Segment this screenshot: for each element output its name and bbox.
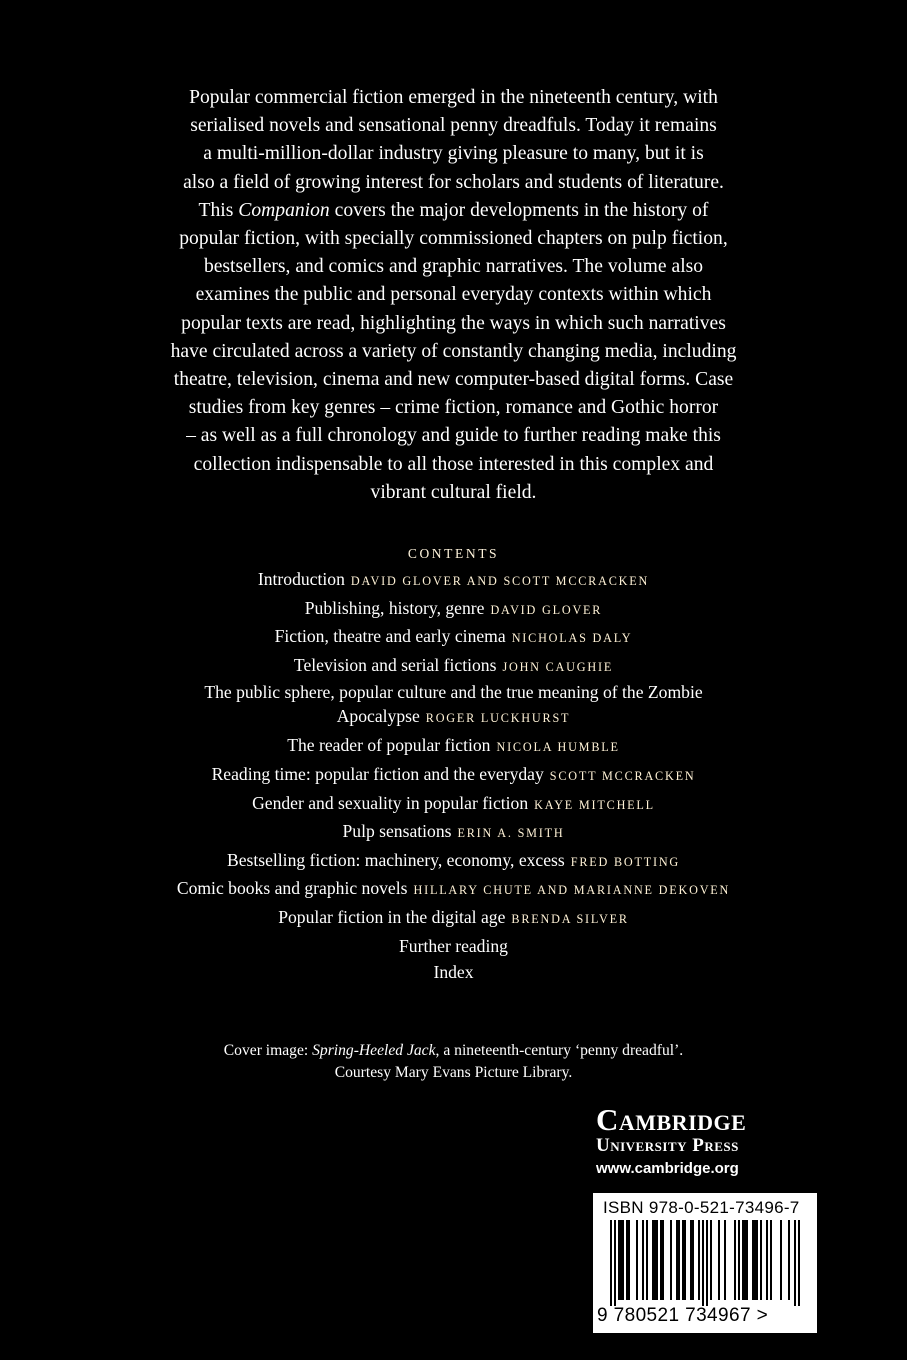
blurb-paragraph bbox=[120, 84, 787, 507]
toc-author: ERIN A. SMITH bbox=[457, 826, 565, 841]
barcode-bar bbox=[618, 1220, 620, 1300]
cover-image-credit bbox=[120, 1040, 787, 1084]
blurb-line: popular texts are read, highlighting the ways in which such narratives bbox=[181, 312, 726, 334]
barcode-bar bbox=[670, 1220, 672, 1300]
barcode-bar bbox=[676, 1220, 678, 1300]
barcode-bar bbox=[756, 1220, 758, 1300]
barcode-bar bbox=[702, 1220, 704, 1306]
toc-entry bbox=[40, 732, 867, 761]
barcode-bar bbox=[622, 1220, 624, 1300]
toc-title: Fiction, theatre and early cinema bbox=[274, 626, 506, 647]
contents-heading: CONTENTS bbox=[407, 546, 500, 561]
barcode-bar bbox=[754, 1220, 756, 1300]
blurb-line: vibrant cultural field. bbox=[370, 481, 537, 503]
toc-title: Pulp sensations bbox=[342, 821, 452, 842]
barcode-bar bbox=[636, 1220, 638, 1300]
toc-title-continued: Apocalypse bbox=[336, 706, 420, 727]
publisher-name: Cambridge bbox=[596, 1102, 747, 1137]
toc-author: NICOLA HUMBLE bbox=[496, 740, 620, 755]
blurb-text: covers the major developments in the history of bbox=[329, 199, 709, 221]
barcode-bar bbox=[692, 1220, 694, 1300]
toc-author: ROGER LUCKHURST bbox=[425, 711, 571, 726]
barcode-bar bbox=[662, 1220, 664, 1300]
blurb-companion-title: Companion bbox=[238, 199, 330, 221]
publisher-url: www.cambridge.org bbox=[596, 1160, 739, 1177]
barcode-bar bbox=[652, 1220, 654, 1300]
barcode-bar bbox=[724, 1220, 726, 1300]
barcode-bar bbox=[780, 1220, 782, 1300]
barcode-bar bbox=[678, 1220, 680, 1300]
blurb-line: bestsellers, and comics and graphic narratives. The volume also bbox=[203, 256, 704, 278]
barcode-bar bbox=[628, 1220, 630, 1300]
publisher-subtitle: University Press bbox=[596, 1135, 739, 1156]
toc-entry bbox=[40, 680, 867, 730]
credit-prefix: Cover image: bbox=[223, 1042, 313, 1059]
isbn-label: ISBN 978-0-521-73496-7 bbox=[603, 1198, 800, 1217]
toc-author: NICHOLAS DALY bbox=[511, 631, 633, 646]
barcode-bar bbox=[734, 1220, 736, 1300]
toc-author: SCOTT MCCRACKEN bbox=[549, 768, 696, 783]
toc-entry bbox=[40, 933, 867, 960]
toc-author: DAVID GLOVER bbox=[490, 602, 603, 617]
blurb-line: have circulated across a variety of constantly changing media, including bbox=[170, 340, 737, 362]
toc-title: Gender and sexuality in popular fiction bbox=[252, 792, 529, 813]
barcode-bar bbox=[610, 1220, 612, 1306]
blurb-line: a multi-million-dollar industry giving pleasure to many, but it is bbox=[203, 143, 704, 165]
barcode-bar bbox=[656, 1220, 658, 1300]
barcode-bar bbox=[690, 1220, 692, 1300]
barcode-digits: 9 780521 734967 > bbox=[597, 1305, 769, 1326]
credit-line-2: Courtesy Mary Evans Picture Library. bbox=[334, 1064, 573, 1081]
barcode-bar bbox=[614, 1220, 616, 1306]
toc-entry bbox=[40, 904, 867, 933]
blurb-text: This bbox=[198, 199, 239, 221]
barcode-bar bbox=[718, 1220, 720, 1300]
blurb-line: Popular commercial fiction emerged in the nineteenth century, with bbox=[189, 87, 718, 108]
toc-entry bbox=[40, 595, 867, 624]
toc-entry bbox=[40, 623, 867, 652]
blurb-line: – as well as a full chronology and guide to further reading make this bbox=[186, 425, 721, 447]
toc-title: Comic books and graphic novels bbox=[176, 878, 408, 899]
toc-author: DAVID GLOVER AND SCOTT MCCRACKEN bbox=[350, 574, 650, 588]
isbn-barcode bbox=[593, 1193, 817, 1333]
toc-entry bbox=[40, 959, 867, 986]
toc-title: Publishing, history, genre bbox=[304, 597, 485, 618]
barcode-bar bbox=[620, 1220, 622, 1300]
credit-suffix: , a nineteenth-century ‘penny dreadful’. bbox=[435, 1042, 684, 1059]
blurb-line: studies from key genres – crime fiction, romance and Gothic horror bbox=[188, 397, 719, 419]
barcode-bar bbox=[760, 1220, 762, 1300]
blurb-line: theatre, television, cinema and new computer-based digital forms. Case bbox=[173, 369, 734, 391]
barcode-bar bbox=[646, 1220, 648, 1300]
toc-title: Reading time: popular fiction and the everyday bbox=[211, 763, 544, 784]
barcode-bar bbox=[706, 1220, 708, 1306]
barcode-bar bbox=[710, 1220, 712, 1300]
contents-list bbox=[40, 542, 867, 986]
toc-entry bbox=[40, 761, 867, 790]
barcode-bar bbox=[684, 1220, 686, 1300]
toc-title: The public sphere, popular culture and the true meaning of the Zombie bbox=[204, 682, 703, 703]
toc-entry bbox=[40, 847, 867, 876]
toc-title: Introduction bbox=[257, 569, 345, 589]
toc-entry bbox=[40, 818, 867, 847]
blurb-line: also a field of growing interest for scholars and students of literature. bbox=[183, 171, 724, 193]
publisher-logo bbox=[596, 1104, 836, 1180]
barcode-bar bbox=[770, 1220, 772, 1300]
barcode-bars bbox=[601, 1220, 809, 1308]
blurb-line: serialised novels and sensational penny dreadfuls. Today it remains bbox=[190, 115, 717, 137]
blurb-line: collection indispensable to all those interested in this complex and bbox=[193, 453, 714, 475]
blurb-line: popular fiction, with specially commissioned chapters on pulp fiction, bbox=[179, 228, 728, 250]
credit-image-title: Spring-Heeled Jack bbox=[312, 1042, 436, 1059]
toc-entry bbox=[40, 875, 867, 904]
barcode-bar bbox=[682, 1220, 684, 1300]
toc-title: The reader of popular fiction bbox=[287, 735, 491, 756]
barcode-bar bbox=[742, 1220, 744, 1300]
barcode-bar bbox=[794, 1220, 796, 1306]
barcode-bar bbox=[660, 1220, 662, 1300]
barcode-bar bbox=[698, 1220, 700, 1300]
toc-title: Further reading bbox=[399, 935, 508, 956]
toc-title: Bestselling fiction: machinery, economy, excess bbox=[226, 849, 565, 870]
toc-author: BRENDA SILVER bbox=[511, 911, 629, 926]
barcode-bar bbox=[626, 1220, 628, 1300]
barcode-bar bbox=[798, 1220, 800, 1306]
toc-entry bbox=[40, 790, 867, 819]
barcode-bar bbox=[642, 1220, 644, 1300]
toc-author: KAYE MITCHELL bbox=[534, 797, 655, 812]
toc-author: FRED BOTTING bbox=[570, 854, 681, 869]
blurb-line: examines the public and personal everyday contexts within which bbox=[195, 284, 712, 306]
credit-line bbox=[120, 1040, 787, 1062]
barcode-bar bbox=[738, 1220, 740, 1300]
blurb-line bbox=[120, 197, 787, 225]
barcode-bar bbox=[788, 1220, 790, 1300]
toc-author: HILLARY CHUTE AND MARIANNE DEKOVEN bbox=[413, 883, 731, 898]
barcode-bar bbox=[766, 1220, 768, 1300]
toc-title: Television and serial fictions bbox=[293, 654, 497, 675]
barcode-bar bbox=[744, 1220, 746, 1300]
toc-title: Popular fiction in the digital age bbox=[278, 906, 506, 927]
toc-author: JOHN CAUGHIE bbox=[502, 659, 614, 674]
barcode-bar bbox=[746, 1220, 748, 1300]
barcode-bar bbox=[654, 1220, 656, 1300]
toc-entry bbox=[40, 566, 867, 595]
toc-entry bbox=[40, 652, 867, 681]
barcode-bar bbox=[752, 1220, 754, 1300]
toc-title: Index bbox=[433, 962, 474, 983]
